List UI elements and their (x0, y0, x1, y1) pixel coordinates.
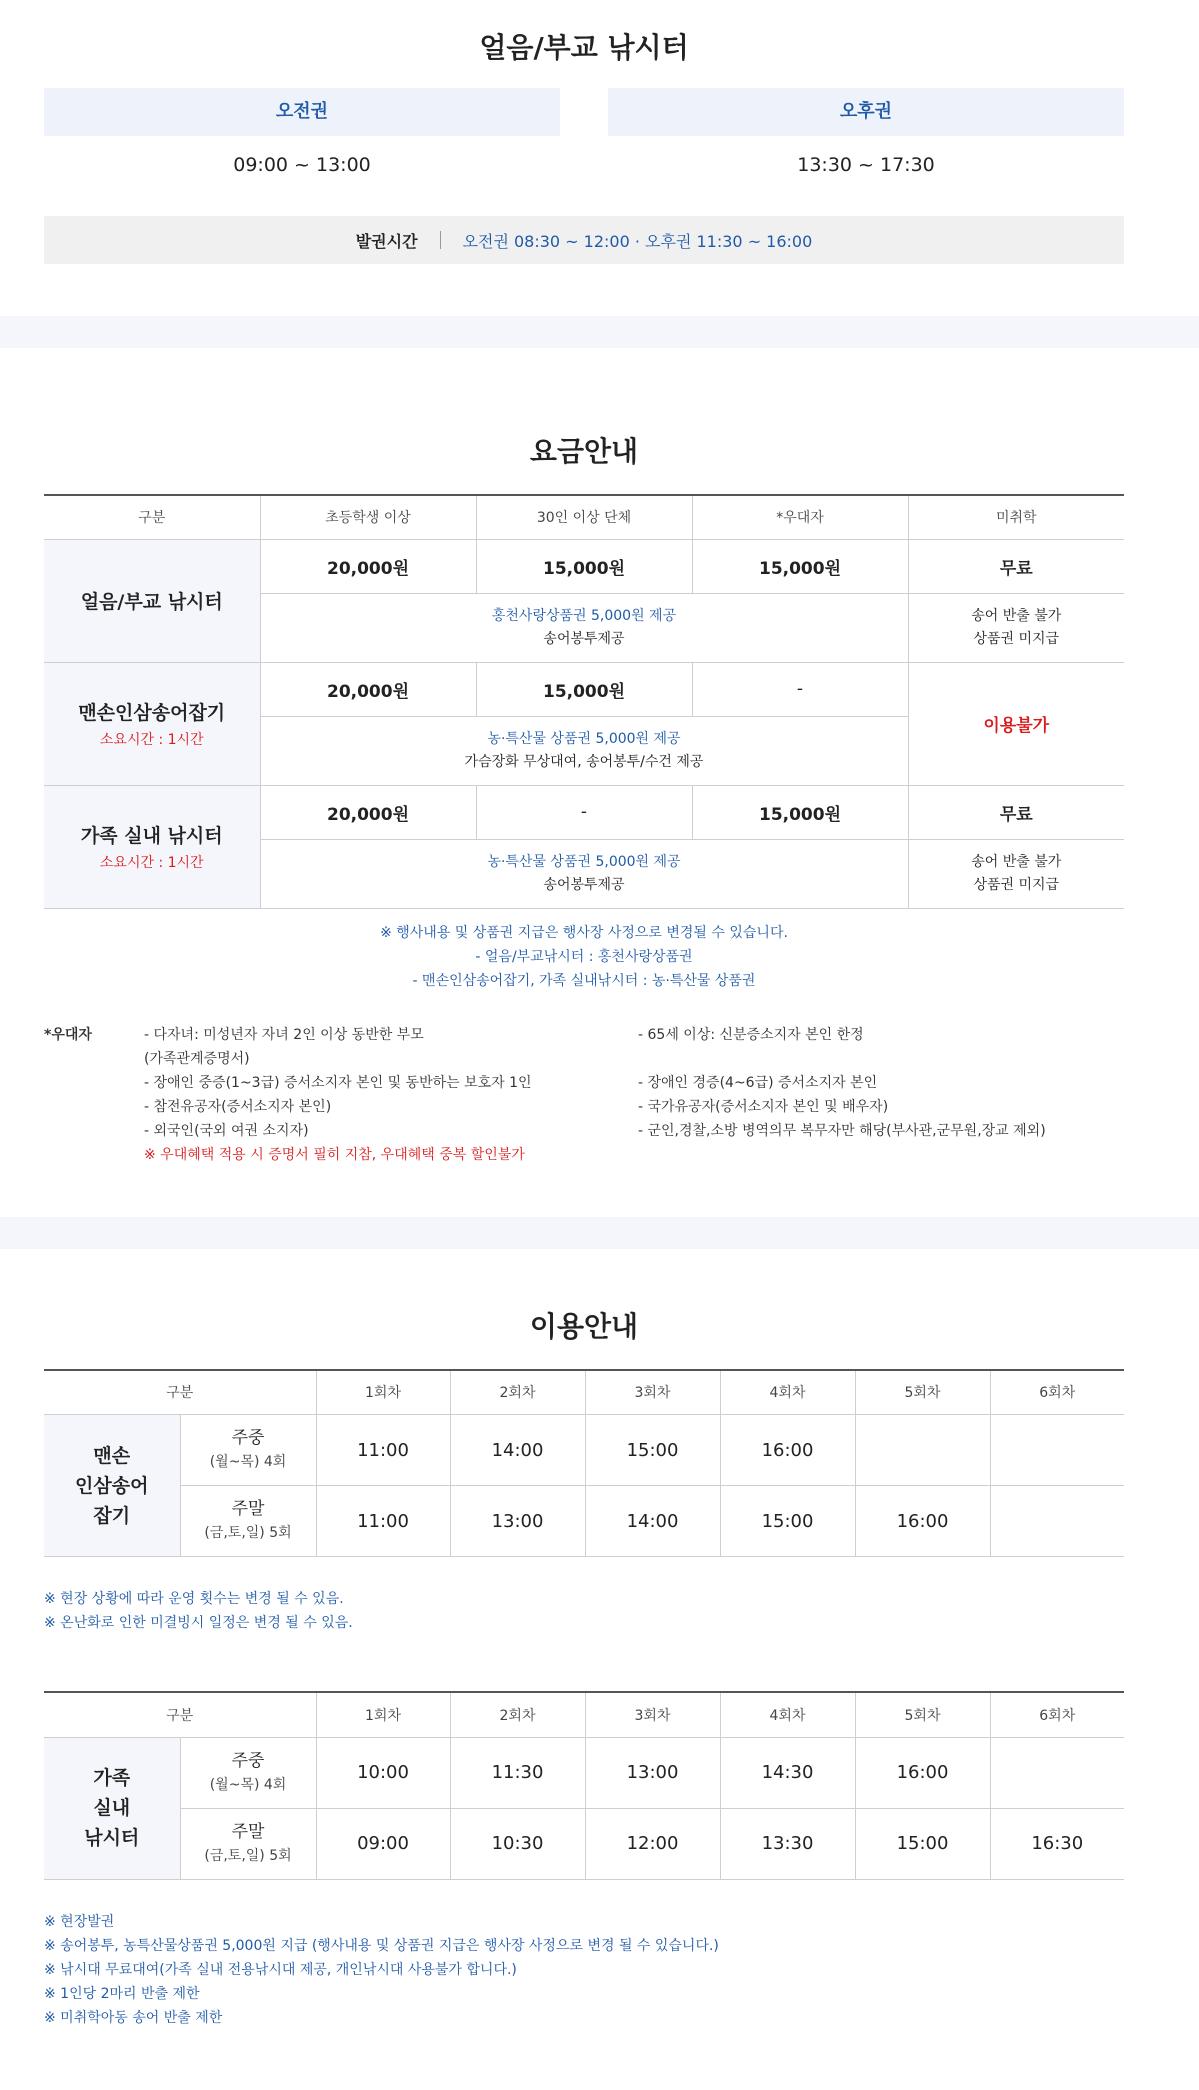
session-morning (44, 88, 560, 176)
preschool-benefit-cell (908, 593, 1124, 662)
schedule-header-round: 2회차 (450, 1692, 585, 1737)
schedule-header-round: 3회차 (585, 1692, 720, 1737)
note-line: ※ 행사내용 및 상품권 지급은 행사장 사정으로 변경될 수 있습니다. (380, 924, 788, 941)
schedule-header-category: 구분 (44, 1370, 316, 1415)
list-item: - 다자녀: 미성년자 자녀 2인 이상 동반한 부모 (144, 1026, 424, 1043)
price-cell: 15,000원 (692, 785, 908, 839)
time-cell: 15:00 (720, 1486, 855, 1557)
price-cell: 20,000원 (260, 785, 476, 839)
hours-title: 얼음/부교 낚시터 (479, 31, 689, 64)
time-cell: 12:00 (585, 1808, 720, 1879)
price-cell: 20,000원 (260, 662, 476, 716)
session-afternoon (608, 88, 1124, 176)
table-row (44, 1415, 1124, 1486)
note-line: ※ 현장발권 (44, 1913, 115, 1930)
schedule-header-row (44, 1370, 1124, 1415)
list-item: - 장애인 경증(4~6급) 증서소지자 본인 (638, 1074, 878, 1091)
schedule-header-round: 2회차 (450, 1370, 585, 1415)
table-row (44, 1737, 1124, 1808)
preferred-info (44, 1023, 1124, 1167)
usage-title: 이용안내 (529, 1309, 639, 1343)
schedule-header-category: 구분 (44, 1692, 316, 1737)
price-cell: - (692, 662, 908, 716)
time-cell: 15:00 (585, 1415, 720, 1486)
benefit-line: 홍천사랑상품권 5,000원 제공 (491, 607, 677, 624)
benefit-cell (260, 839, 908, 908)
day-type: 주중 (231, 1750, 265, 1771)
benefit-line: 송어 반출 불가 (971, 607, 1062, 624)
fee-header-row (44, 495, 1124, 539)
preferred-list-right (638, 1023, 1124, 1167)
ticket-time-value: 오전권 08:30 ~ 12:00 · 오후권 11:30 ~ 16:00 (462, 231, 813, 251)
benefit-line: 농·특산물 상품권 5,000원 제공 (487, 853, 681, 870)
time-cell: 10:30 (450, 1808, 585, 1879)
schedule-header-round: 4회차 (720, 1692, 855, 1737)
benefit-line: 송어봉투제공 (543, 630, 625, 647)
fee-row-title: 얼음/부교 낚시터 (80, 591, 223, 613)
fee-row-name (44, 539, 260, 662)
schedule-header-round: 4회차 (720, 1370, 855, 1415)
note-line: ※ 1인당 2마리 반출 제한 (44, 1985, 200, 2002)
time-cell: 13:00 (585, 1737, 720, 1808)
benefit-cell (260, 593, 908, 662)
price-cell: 무료 (908, 539, 1124, 593)
schedule-table-family-indoor (44, 1691, 1124, 1880)
day-type-cell (180, 1737, 316, 1808)
benefit-line: 상품권 미지급 (973, 876, 1060, 893)
group-line: 인삼송어 (75, 1474, 149, 1497)
note-line: ※ 현장 상황에 따라 운영 횟수는 변경 될 수 있음. (44, 1591, 344, 1607)
fee-notes (44, 921, 1124, 993)
fee-table (44, 494, 1124, 909)
fee-section (44, 348, 1124, 1217)
fee-row-name (44, 662, 260, 785)
benefit-line: 상품권 미지급 (973, 630, 1060, 647)
section-divider-band (0, 1217, 1199, 1249)
table-row (44, 1486, 1124, 1557)
day-type: 주말 (231, 1821, 265, 1842)
fee-row-name (44, 785, 260, 908)
day-type: 주말 (231, 1499, 265, 1519)
time-cell: 15:00 (855, 1808, 990, 1879)
divider (440, 231, 441, 249)
group-line: 잡기 (93, 1504, 131, 1527)
note-line: - 얼음/부교낚시터 : 홍천사랑상품권 (475, 948, 693, 965)
list-item: - 65세 이상: 신분증소지자 본인 한정 (638, 1026, 864, 1043)
price-cell: 무료 (908, 785, 1124, 839)
time-cell (855, 1415, 990, 1486)
note-line: ※ 미취학아동 송어 반출 제한 (44, 2009, 223, 2026)
session-afternoon-label: 오후권 (608, 88, 1124, 136)
preferred-list-left (144, 1023, 638, 1167)
fee-header-preferred: *우대자 (692, 495, 908, 539)
note-line: ※ 송어봉투, 농특산물상품권 5,000원 지급 (행사내용 및 상품권 지급은 행사장 사정으로 변경 될 수 있습니다.) (44, 1937, 719, 1954)
group-line: 가족 (93, 1767, 131, 1789)
fee-title: 요금안내 (529, 435, 639, 468)
schedule-header-round: 6회차 (990, 1370, 1124, 1415)
preferred-warning: ※ 우대혜택 적용 시 증명서 필히 지참, 우대혜택 중복 할인불가 (144, 1146, 525, 1163)
benefit-line: 가슴장화 무상대여, 송어봉투/수건 제공 (464, 753, 704, 770)
section-divider-band (0, 316, 1199, 348)
not-available-cell: 이용불가 (908, 662, 1124, 785)
price-cell: - (476, 785, 692, 839)
schedule-group-name (44, 1737, 180, 1879)
fee-header-category: 구분 (44, 495, 260, 539)
list-item: - 외국인(국외 여권 소지자) (144, 1122, 309, 1139)
time-cell: 14:00 (585, 1486, 720, 1557)
time-cell: 11:30 (450, 1737, 585, 1808)
group-line: 낚시터 (84, 1827, 140, 1849)
note-line: ※ 온난화로 인한 미결빙시 일정은 변경 될 수 있음. (44, 1615, 353, 1631)
list-item: - 참전유공자(증서소지자 본인) (144, 1098, 332, 1115)
day-type-cell (180, 1486, 316, 1557)
fee-header-group: 30인 이상 단체 (476, 495, 692, 539)
schedule-notes (44, 1587, 1124, 1635)
benefit-line: 송어 반출 불가 (971, 853, 1062, 870)
schedule-header-round: 1회차 (316, 1370, 450, 1415)
price-cell: 15,000원 (476, 662, 692, 716)
benefit-line: 송어봉투제공 (543, 876, 625, 893)
time-cell: 10:00 (316, 1737, 450, 1808)
schedule-notes (44, 1910, 1124, 2030)
time-cell: 16:00 (720, 1415, 855, 1486)
table-row (44, 1808, 1124, 1879)
price-cell: 20,000원 (260, 539, 476, 593)
benefit-cell (260, 716, 908, 785)
list-item: - 장애인 중증(1~3급) 증서소지자 본인 및 동반하는 보호자 1인 (144, 1074, 532, 1091)
list-item (638, 1047, 1124, 1071)
day-detail: (월~목) 4회 (209, 1454, 287, 1470)
time-cell: 16:30 (990, 1808, 1124, 1879)
session-morning-label: 오전권 (44, 88, 560, 136)
time-cell: 11:00 (316, 1486, 450, 1557)
list-item: - 국가유공자(증서소지자 본인 및 배우자) (638, 1098, 889, 1115)
schedule-header-row (44, 1692, 1124, 1737)
benefit-line: 농·특산물 상품권 5,000원 제공 (487, 730, 681, 747)
time-cell (990, 1486, 1124, 1557)
note-line: - 맨손인삼송어잡기, 가족 실내낚시터 : 농·특산물 상품권 (412, 972, 756, 989)
schedule-group-name (44, 1415, 180, 1557)
day-type-cell (180, 1415, 316, 1486)
schedule-table-hand-catch (44, 1369, 1124, 1558)
time-cell (990, 1737, 1124, 1808)
time-cell: 16:00 (855, 1737, 990, 1808)
fee-header-elementary: 초등학생 이상 (260, 495, 476, 539)
schedule-header-round: 3회차 (585, 1370, 720, 1415)
fee-header-preschool: 미취학 (908, 495, 1124, 539)
usage-section (44, 1249, 1124, 2090)
preferred-label: *우대자 (44, 1026, 92, 1043)
time-cell: 14:30 (720, 1737, 855, 1808)
time-cell: 16:00 (855, 1486, 990, 1557)
ticket-time-bar (44, 216, 1124, 264)
fee-row-title: 맨손인삼송어잡기 (78, 702, 226, 724)
day-type: 주중 (231, 1428, 265, 1448)
table-row (44, 539, 1124, 593)
day-type-cell (180, 1808, 316, 1879)
time-cell (990, 1415, 1124, 1486)
day-detail: (월~목) 4회 (209, 1776, 287, 1793)
schedule-header-round: 1회차 (316, 1692, 450, 1737)
duration-label: 소요시간 : 1시간 (99, 855, 204, 871)
group-line: 실내 (93, 1797, 131, 1819)
note-line: ※ 낚시대 무료대여(가족 실내 전용낚시대 제공, 개인낚시대 사용불가 합니다.) (44, 1961, 517, 1978)
time-cell: 09:00 (316, 1808, 450, 1879)
preschool-benefit-cell (908, 839, 1124, 908)
table-row (44, 785, 1124, 839)
day-detail: (금,토,일) 5회 (204, 1847, 292, 1864)
hours-section (44, 0, 1124, 316)
sessions (44, 88, 1124, 176)
schedule-header-round: 6회차 (990, 1692, 1124, 1737)
price-cell: 15,000원 (692, 539, 908, 593)
time-cell: 11:00 (316, 1415, 450, 1486)
time-cell: 13:00 (450, 1486, 585, 1557)
time-cell: 14:00 (450, 1415, 585, 1486)
table-row (44, 662, 1124, 716)
duration-label: 소요시간 : 1시간 (99, 732, 204, 748)
session-morning-time: 09:00 ~ 13:00 (233, 154, 371, 176)
group-line: 맨손 (93, 1444, 131, 1467)
session-afternoon-time: 13:30 ~ 17:30 (797, 154, 935, 176)
day-detail: (금,토,일) 5회 (204, 1525, 292, 1541)
fee-row-title: 가족 실내 낚시터 (80, 825, 223, 847)
list-item: (가족관계증명서) (144, 1050, 250, 1067)
schedule-header-round: 5회차 (855, 1370, 990, 1415)
ticket-time-label: 발권시간 (355, 231, 418, 251)
schedule-header-round: 5회차 (855, 1692, 990, 1737)
time-cell: 13:30 (720, 1808, 855, 1879)
list-item: - 군인,경찰,소방 병역의무 복무자만 해당(부사관,군무원,장교 제외) (638, 1122, 1046, 1139)
price-cell: 15,000원 (476, 539, 692, 593)
